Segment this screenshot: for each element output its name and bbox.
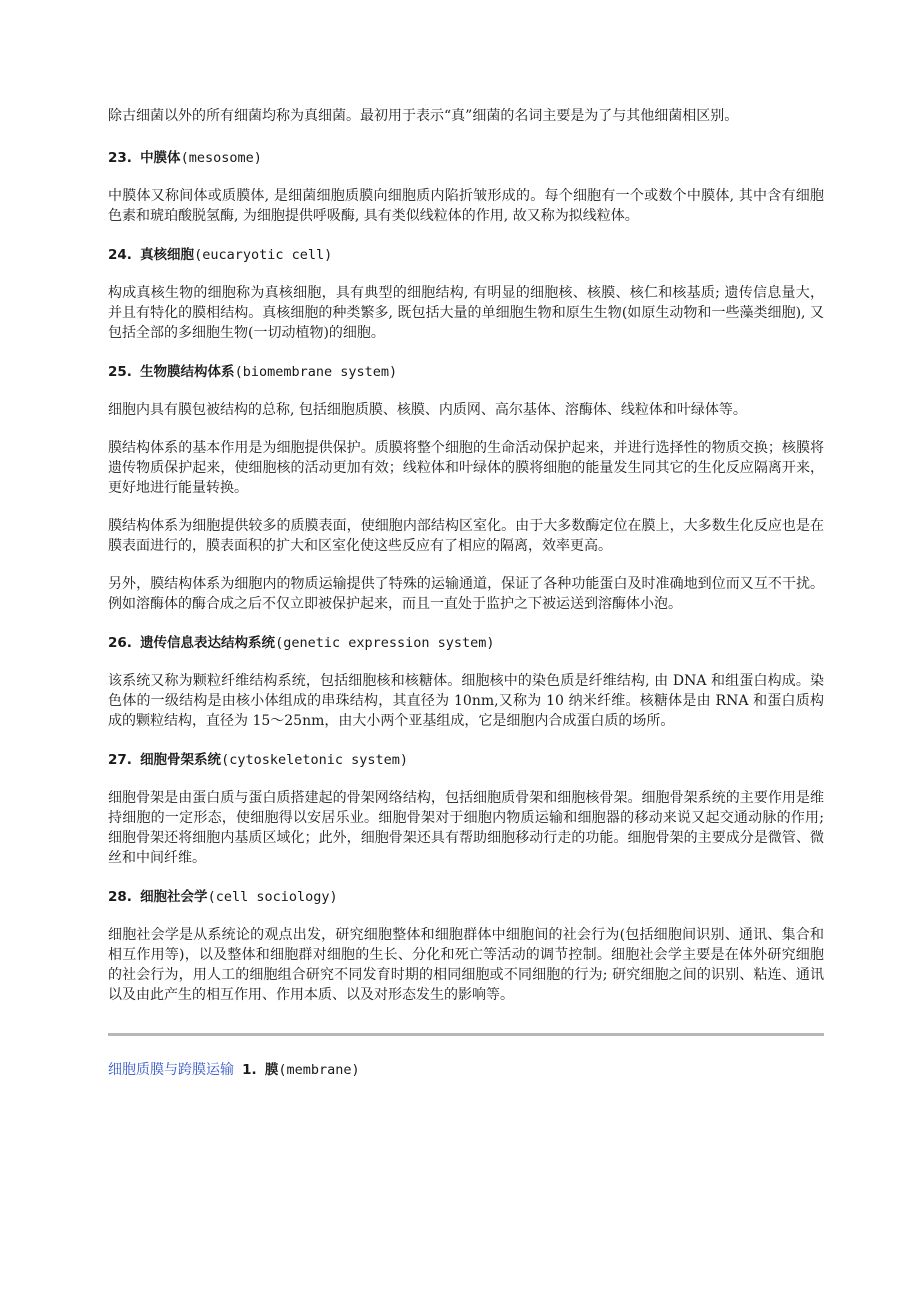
document-page bbox=[108, 106, 824, 1080]
paragraph-eubacteria: 除古细菌以外的所有细菌均称为真细菌。最初用于表示“真”细菌的名词主要是为了与其他细菌相区别。 bbox=[108, 108, 739, 124]
section-divider bbox=[108, 1033, 824, 1036]
chapter-link[interactable]: 细胞质膜与跨膜运输 bbox=[108, 1062, 234, 1078]
paragraph-biomembrane-compartment: 膜结构体系为细胞提供较多的质膜表面，使细胞内部结构区室化。由于大多数酶定位在膜上，大多数生化反应也是在膜表面进行的，膜表面积的扩大和区室化使这些反应有了相应的隔离，效率更高。 bbox=[108, 518, 824, 554]
heading-mesosome bbox=[108, 148, 824, 168]
heading-number: 24. bbox=[108, 247, 132, 263]
heading-eucaryotic-cell bbox=[108, 245, 824, 265]
heading-number: 26. bbox=[108, 635, 132, 651]
footer-line bbox=[108, 1060, 824, 1080]
heading-term: (mesosome) bbox=[180, 150, 262, 166]
paragraph-biomembrane-definition: 细胞内具有膜包被结构的总称, 包括细胞质膜、核膜、内质网、高尔基体、溶酶体、线粒体和叶绿体等。 bbox=[108, 402, 747, 418]
heading-title: 遗传信息表达结构系统 bbox=[140, 635, 276, 651]
heading-term: (genetic expression system) bbox=[275, 635, 495, 651]
heading-term: (membrane) bbox=[278, 1062, 360, 1078]
heading-title: 真核细胞 bbox=[140, 247, 195, 263]
heading-title: 生物膜结构体系 bbox=[140, 364, 235, 380]
heading-title: 膜 bbox=[264, 1062, 279, 1078]
paragraph-biomembrane-transport: 另外，膜结构体系为细胞内的物质运输提供了特殊的运输通道，保证了各种功能蛋白及时准确地到位而又互不干扰。例如溶酶体的酶合成之后不仅立即被保护起来，而且一直处于监护之下被运送到溶酶体小泡。 bbox=[108, 576, 824, 612]
heading-number: 28. bbox=[108, 889, 132, 905]
heading-title: 细胞社会学 bbox=[140, 889, 208, 905]
paragraph-cell-sociology: 细胞社会学是从系统论的观点出发，研究细胞整体和细胞群体中细胞间的社会行为(包括细胞间识别、通讯、集合和相互作用等)，以及整体和细胞群对细胞的生长、分化和死亡等活动的调节控制。细胞社会学主要是在体外研究细胞的社会行为，用人工的细胞组合研究不同发育时期的相同细胞或不同细胞的行为; 研究细胞之间的识别、粘连、通讯以及由此产生的相互作用、作用本质、以及对形态发生的影响等。 bbox=[108, 927, 824, 1003]
heading-term: (biomembrane system) bbox=[234, 364, 398, 380]
heading-cytoskeletonic-system bbox=[108, 750, 824, 770]
heading-number: 25. bbox=[108, 364, 132, 380]
heading-term: (cell sociology) bbox=[207, 889, 338, 905]
heading-biomembrane-system bbox=[108, 362, 824, 382]
heading-term: (cytoskeletonic system) bbox=[221, 752, 408, 768]
heading-title: 中膜体 bbox=[140, 150, 181, 166]
heading-cell-sociology bbox=[108, 887, 824, 907]
heading-number: 27. bbox=[108, 752, 132, 768]
heading-term: (eucaryotic cell) bbox=[194, 247, 333, 263]
heading-number: 23. bbox=[108, 150, 132, 166]
paragraph-eucaryotic-cell: 构成真核生物的细胞称为真核细胞，具有典型的细胞结构, 有明显的细胞核、核膜、核仁和核基质; 遗传信息量大，并且有特化的膜相结构。真核细胞的种类繁多, 既包括大量的单细胞生物和原生生物(如原生动物和一些藻类细胞), 又包括全部的多细胞生物(一切动植物)的细胞。 bbox=[108, 285, 824, 341]
paragraph-biomembrane-protection: 膜结构体系的基本作用是为细胞提供保护。质膜将整个细胞的生命活动保护起来，并进行选择性的物质交换；核膜将遗传物质保护起来，使细胞核的活动更加有效；线粒体和叶绿体的膜将细胞的能量发生同其它的生化反应隔离开来，更好地进行能量转换。 bbox=[108, 440, 824, 496]
heading-number: 1. bbox=[242, 1062, 257, 1078]
paragraph-genetic-expression-system: 该系统又称为颗粒纤维结构系统，包括细胞核和核糖体。细胞核中的染色质是纤维结构, 由 DNA 和组蛋白构成。染色体的一级结构是由核小体组成的串珠结构，其直径为 10nm,又称为 10 纳米纤维。核糖体是由 RNA 和蛋白质构成的颗粒结构，直径为 15～25nm，由大小两个亚基组成，它是细胞内合成蛋白质的场所。 bbox=[108, 673, 824, 729]
paragraph-mesosome: 中膜体又称间体或质膜体, 是细菌细胞质膜向细胞质内陷折皱形成的。每个细胞有一个或数个中膜体, 其中含有细胞色素和琥珀酸脱氢酶, 为细胞提供呼吸酶, 具有类似线粒体的作用, 故又称为拟线粒体。 bbox=[108, 188, 824, 224]
heading-title: 细胞骨架系统 bbox=[140, 752, 222, 768]
heading-genetic-expression-system bbox=[108, 633, 824, 653]
paragraph-cytoskeletonic-system: 细胞骨架是由蛋白质与蛋白质搭建起的骨架网络结构，包括细胞质骨架和细胞核骨架。细胞骨架系统的主要作用是维持细胞的一定形态，使细胞得以安居乐业。细胞骨架对于细胞内物质运输和细胞器的移动来说又起交通动脉的作用; 细胞骨架还将细胞内基质区域化；此外，细胞骨架还具有帮助细胞移动行走的功能。细胞骨架的主要成分是微管、微丝和中间纤维。 bbox=[108, 790, 824, 866]
